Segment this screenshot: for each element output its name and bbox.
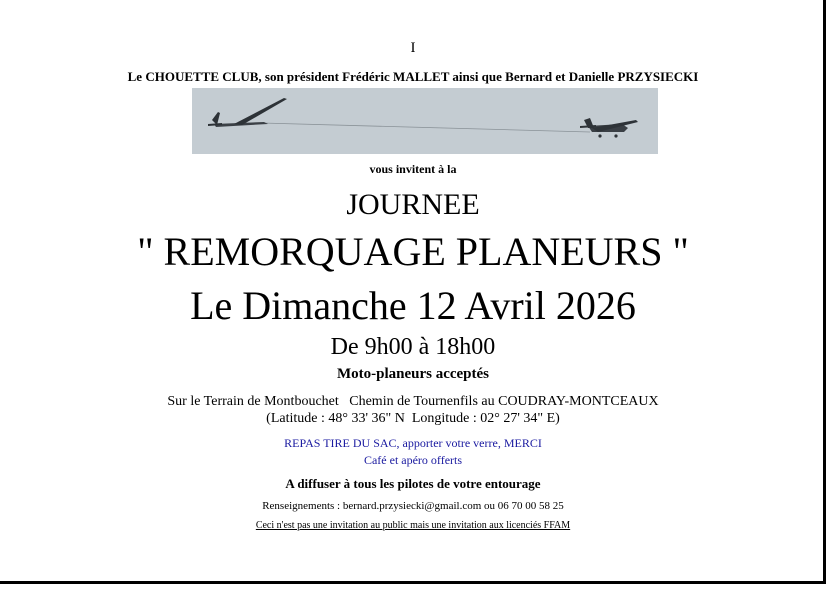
event-title: " REMORQUAGE PLANEURS " [137,229,689,274]
licensee-notice: Ceci n'est pas une invitation au public mais une invitation aux licenciés FFAM [255,520,571,531]
moto-gliders-note: Moto-planeurs acceptés [336,366,490,382]
share-note: A diffuser à tous les pilotes de votre entourage [285,476,541,491]
hosts-line: Le CHOUETTE CLUB, son président Frédéric MALLET ainsi que Bernard et Danielle PRZYSIECKI [127,69,699,84]
event-line-journee: JOURNEE [346,188,480,221]
towing-photo [192,88,658,154]
location-terrain: Sur le Terrain de Montbouchet Chemin de Tournenfils au COUDRAY-MONTCEAUX [167,394,659,409]
event-hours: De 9h00 à 18h00 [330,334,496,360]
meal-note: REPAS TIRE DU SAC, apporter votre verre, MERCI [284,436,542,450]
text-cursor: I [410,40,416,56]
location-coordinates: (Latitude : 48° 33' 36" N Longitude : 02° 27' 34" E) [266,411,560,426]
event-date: Le Dimanche 12 Avril 2026 [190,283,636,328]
drinks-note: Café et apéro offerts [363,453,463,467]
contact-info: Renseignements : bernard.przysiecki@gmail.com ou 06 70 00 58 25 [262,500,564,512]
invite-line: vous invitent à la [369,162,457,176]
